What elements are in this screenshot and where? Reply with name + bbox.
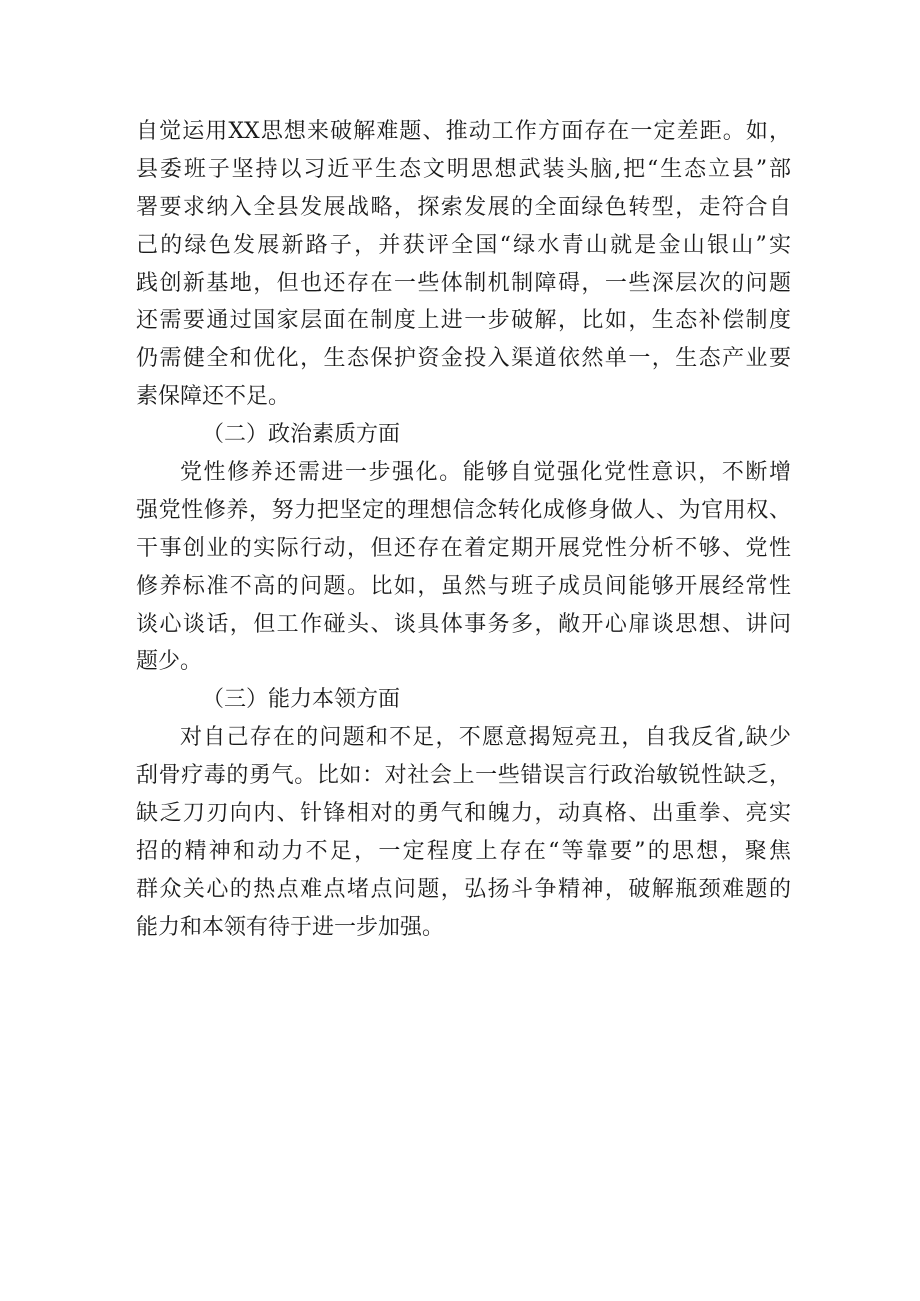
- text-line: 践创新基地，但也还存在一些体制机制障碍，一些深层次的问题: [136, 270, 791, 296]
- paragraph-3: [136, 719, 791, 946]
- text-line: 招的精神和动力不足，一定程度上存在“等靠要”的思想，聚焦: [136, 838, 791, 864]
- text-line: 自觉运用XX思想来破解难题、推动工作方面存在一定差距。如，: [136, 119, 791, 144]
- text-line: 仍需健全和优化，生态保护资金投入渠道依然单一，生态产业要: [136, 346, 791, 372]
- text-line: 署要求纳入全县发展战略，探索发展的全面绿色转型，走符合自: [136, 194, 791, 220]
- section-heading-capability: （三）能力本领方面: [202, 687, 401, 713]
- section-heading-political-quality: （二）政治素质方面: [202, 422, 401, 448]
- text-line: 对自己存在的问题和不足，不愿意揭短亮丑，自我反省,缺少: [180, 725, 791, 751]
- text-line: 党性修养还需进一步强化。能够自觉强化党性意识，不断增: [180, 460, 791, 486]
- text-line: 干事创业的实际行动，但还存在着定期开展党性分析不够、党性: [136, 535, 791, 561]
- text-line: 还需要通过国家层面在制度上进一步破解，比如，生态补偿制度: [136, 308, 791, 334]
- text-line: 谈心谈话，但工作碰头、谈具体事务多，敞开心扉谈思想、讲问: [136, 611, 791, 637]
- paragraph-1: [136, 113, 791, 416]
- text-line: 强党性修养，努力把坚定的理想信念转化成修身做人、为官用权、: [136, 497, 791, 523]
- text-line: 能力和本领有待于进一步加强。: [136, 914, 445, 940]
- text-line: 己的绿色发展新路子，并获评全国“绿水青山就是金山银山”实: [136, 232, 791, 258]
- text-line: 缺乏刀刃向内、针锋相对的勇气和魄力，动真格、出重拳、亮实: [136, 801, 791, 827]
- text-line: 群众关心的热点难点堵点问题，弘扬斗争精神，破解瓶颈难题的: [136, 876, 791, 902]
- text-line: 刮骨疗毒的勇气。比如：对社会上一些错误言行政治敏锐性缺乏，: [136, 763, 791, 789]
- text-line: 县委班子坚持以习近平生态文明思想武装头脑,把“生态立县”部: [136, 156, 791, 182]
- paragraph-2: [136, 454, 791, 681]
- text-line: 题少。: [136, 649, 203, 675]
- document-body: [136, 113, 791, 947]
- text-line: 素保障还不足。: [136, 384, 291, 410]
- text-line: 修养标准不高的问题。比如，虽然与班子成员间能够开展经常性: [136, 573, 791, 599]
